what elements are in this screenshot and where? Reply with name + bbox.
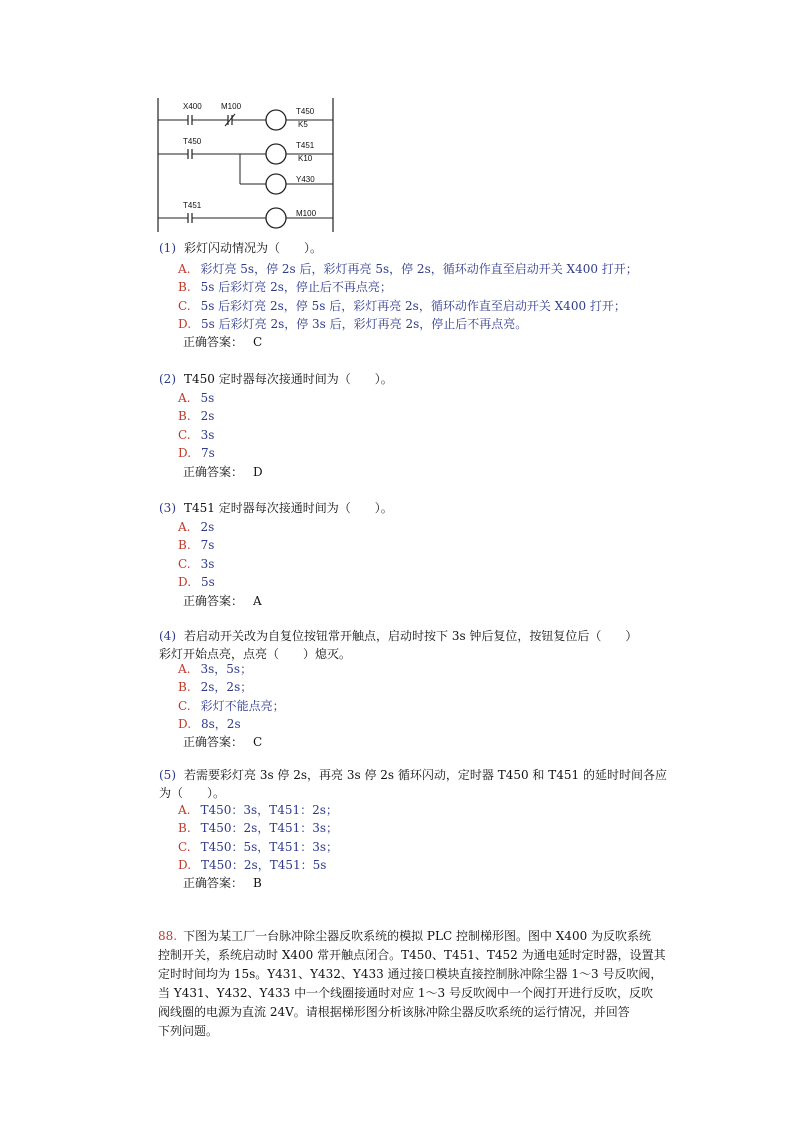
option-a: A. 2s <box>178 520 215 534</box>
question-1 <box>159 239 322 257</box>
question-number: (1) <box>159 241 176 255</box>
problem-number: 88. <box>158 929 178 943</box>
option-a: A. 3s，5s； <box>178 662 253 676</box>
label-t450-coil: T450 <box>296 107 315 116</box>
question-text: T450 定时器每次接通时间为（ ）。 <box>184 372 393 386</box>
option-a: A. 5s <box>178 391 215 405</box>
option-b: B. 2s <box>178 409 215 423</box>
problem-line: 88. 下图为某工厂一台脉冲除尘器反吹系统的模拟 PLC 控制梯形图。图中 X400 为反吹系统 <box>158 929 652 943</box>
option-d: D. 5s 后彩灯亮 2s，停 3s 后，彩灯再亮 2s，停止后不再点亮。 <box>178 317 528 331</box>
question-text-line2: 彩灯开始点亮，点亮（ ）熄灭。 <box>159 647 352 661</box>
problem-88 <box>158 927 693 1041</box>
problem-line: 控制开关，系统启动时 X400 常开触点闭合。T450、T451、T452 为通电延时定时器，设置其 <box>158 948 666 962</box>
option-d: D. 7s <box>178 446 215 460</box>
coil-y430 <box>266 174 286 194</box>
option-b: B. 5s 后彩灯亮 2s，停止后不再点亮； <box>178 280 392 294</box>
label-t450-contact: T450 <box>183 137 202 146</box>
option-b: B. 2s，2s； <box>178 680 253 694</box>
question-2 <box>159 370 393 388</box>
problem-line: 阀线圈的电源为直流 24V。请根据梯形图分析该脉冲除尘器反吹系统的运行情况，并回答 <box>158 1005 630 1019</box>
question-text-line1: 若需要彩灯亮 3s 停 2s，再亮 3s 停 2s 循环闪动，定时器 T450 和 T451 的延时时间各应 <box>184 768 667 782</box>
option-d: D. 5s <box>178 575 215 589</box>
contact-x400 <box>188 115 192 125</box>
option-b: B. T450：2s，T451：3s； <box>178 821 339 835</box>
question-number: (5) <box>159 768 176 782</box>
problem-line: 定时时间均为 15s。Y431、Y432、Y433 通过接口模块直接控制脉冲除尘器 1～3 号反吹阀， <box>158 967 663 981</box>
question-text: T451 定时器每次接通时间为（ ）。 <box>184 501 393 515</box>
coil-t451 <box>266 144 286 164</box>
problem-line: 下列问题。 <box>158 1024 219 1038</box>
label-x400: X400 <box>183 102 202 111</box>
label-m100-coil: M100 <box>296 209 317 218</box>
correct-answer: 正确答案： C <box>183 735 263 749</box>
option-d: D. T450：2s，T451：5s <box>178 858 327 872</box>
option-c: C. 彩灯不能点亮； <box>178 699 285 713</box>
question-text-line2: 为（ ）。 <box>159 786 226 800</box>
label-m100-contact: M100 <box>221 102 242 111</box>
correct-answer: 正确答案： A <box>183 594 262 608</box>
coil-t450 <box>266 110 286 130</box>
option-a: A. T450：3s，T451：2s； <box>178 803 338 817</box>
label-t451-coil: T451 <box>296 141 315 150</box>
option-c: C. T450：5s，T451：3s； <box>178 840 338 854</box>
question-number: (4) <box>159 629 176 643</box>
option-c: C. 3s <box>178 428 215 442</box>
question-4 <box>159 627 637 645</box>
option-c: C. 5s 后彩灯亮 2s，停 5s 后，彩灯再亮 2s，循环动作直至启动开关 X400 打开； <box>178 299 626 313</box>
label-k5: K5 <box>298 120 308 129</box>
contact-t450 <box>188 149 192 159</box>
correct-answer: 正确答案： B <box>183 876 262 890</box>
question-5-line2 <box>159 784 225 802</box>
question-5 <box>159 766 667 784</box>
correct-answer: 正确答案： D <box>183 465 263 479</box>
question-number: (3) <box>159 501 176 515</box>
correct-answer: 正确答案： C <box>183 335 263 349</box>
label-t451-contact: T451 <box>183 201 202 210</box>
question-number: (2) <box>159 372 176 386</box>
option-c: C. 3s <box>178 557 215 571</box>
label-k10: K10 <box>298 154 313 163</box>
question-text: 彩灯闪动情况为（ ）。 <box>184 241 323 255</box>
label-y430: Y430 <box>296 175 315 184</box>
option-a: A. 彩灯亮 5s，停 2s 后，彩灯再亮 5s，停 2s，循环动作直至启动开关 X400 打开； <box>178 262 638 276</box>
option-d: D. 8s，2s <box>178 717 241 731</box>
question-3 <box>159 499 393 517</box>
coil-m100 <box>266 208 286 228</box>
ladder-diagram <box>150 96 340 236</box>
problem-line: 当 Y431、Y432、Y433 中一个线圈接通时对应 1～3 号反吹阀中一个阀打开进行反吹，反吹 <box>158 986 654 1000</box>
question-text-line1: 若启动开关改为自复位按钮常开触点，启动时按下 3s 钟后复位，按钮复位后（ ） <box>184 629 638 643</box>
option-b: B. 7s <box>178 538 215 552</box>
contact-t451 <box>188 213 192 223</box>
